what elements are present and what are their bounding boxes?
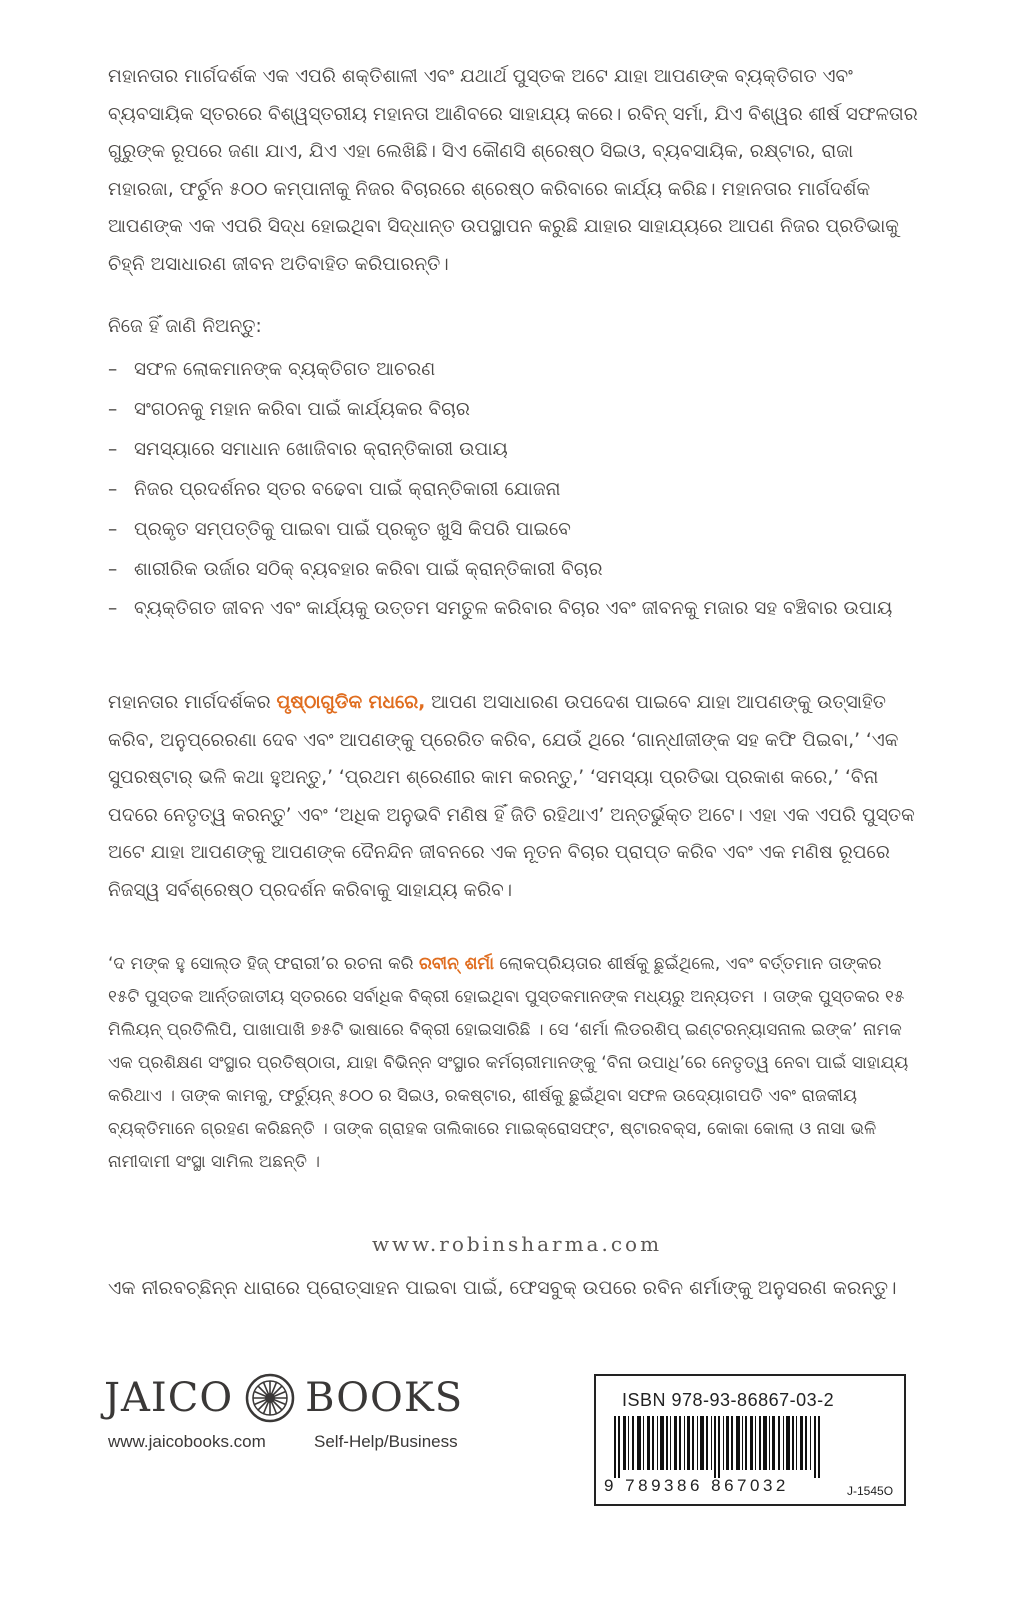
body-text-start: ମହାନତାର ମାର୍ଗଦର୍ଶକର <box>108 692 277 713</box>
body-paragraph <box>108 684 918 909</box>
list-item <box>108 430 918 470</box>
dash-bullet: – <box>108 439 118 460</box>
list-title: ନିଜେ ହିଁ ଜାଣି ନିଅନ୍ତୁ: <box>108 316 262 337</box>
dash-bullet: – <box>108 399 118 420</box>
list-item-text: ନିଜର ପ୍ରଦର୍ଶନର ସ୍ତର ବଢେବା ପାଇଁ କ୍ରାନ୍ତିକାରୀ ଯୋଜନା <box>134 479 561 500</box>
author-website: www.robinsharma.com <box>371 1232 663 1256</box>
list-item <box>108 390 918 430</box>
author-name: ରବୀନ୍ ଶର୍ମା <box>418 954 494 974</box>
list-item <box>108 350 918 390</box>
barcode-box <box>594 1374 906 1506</box>
author-bio <box>108 948 918 1179</box>
list-item <box>108 550 918 590</box>
list-item-text: ସମସ୍ୟାରେ ସମାଧାନ ଖୋଜିବାର କ୍ରାନ୍ତିକାରୀ ଉପାୟ <box>134 439 508 460</box>
publisher-logo <box>104 1372 463 1424</box>
highlighted-phrase: ପୃଷ୍ଠାଗୁଡିକ ମଧରେ, <box>276 692 426 713</box>
list-item-text: ପ୍ରକୃତ ସମ୍ପତ୍ତିକୁ ପାଇବା ପାଇଁ ପ୍ରକୃତ ଖୁସି କିପରି ପାଇବେ <box>134 519 571 540</box>
book-category: Self-Help/Business <box>314 1432 458 1451</box>
product-code: J-1545O <box>847 1484 894 1498</box>
dash-bullet: – <box>108 519 118 540</box>
list-item <box>108 510 918 550</box>
barcode-digits: 9 789386 867032 <box>604 1476 789 1495</box>
body-text-rest: ଆପଣ ଅସାଧାରଣ ଉପଦେଶ ପାଇବେ ଯାହା ଆପଣଙ୍କୁ ଉତ୍ସାହିତ କରିବ, ଅନୁପ୍ରେରଣା ଦେବ ଏବଂ ଆପଣଙ୍କୁ ପ୍ରେରିତ କରିବ, ଯେଉଁ ଥିରେ ‘ଗାନ୍ଧୀଜୀଙ୍କ ସହ କଫି ପିଇବା,’ ‘ଏକ ସୁପରଷ୍ଟାର୍ ଭଳି କଥା ହୁଅନ୍ତୁ,’ ‘ପ୍ରଥମ ଶ୍ରେଣୀର କାମ କରନ୍ତୁ,’ ‘ସମସ୍ୟା ପ୍ରତିଭା ପ୍ରକାଶ କରେ,’ ‘ବିନା ପଦରେ ନେତୃତ୍ୱ କରନ୍ତୁ’ ଏବଂ ‘ଅଧିକ ଅନୁଭବି ମଣିଷ ହିଁ ଜିତି ରହିଥାଏ’ ଅନ୍ତର୍ଭୁକ୍ତ ଅଟେ। ଏହା ଏକ ଏପରି ପୁସ୍ତକ ଅଟେ ଯାହା ଆପଣଙ୍କୁ ଆପଣଙ୍କ ଦୈନନ୍ଦିନ ଜୀବନରେ ଏକ ନୂତନ ବିଚାର ପ୍ରାପ୍ତ କରିବ ଏବଂ ଏକ ମଣିଷ ରୂପରେ ନିଜସ୍ୱ ସର୍ବଶ୍ରେଷ୍ଠ ପ୍ରଦର୍ଶନ କରିବାକୁ ସାହାଯ୍ୟ କରିବ। <box>108 692 915 901</box>
publisher-name-left: JAICO <box>104 1375 234 1421</box>
wheel-icon <box>245 1373 295 1423</box>
intro-paragraph: ମହାନତାର ମାର୍ଗଦର୍ଶକ ଏକ ଏପରି ଶକ୍ତିଶାଳୀ ଏବଂ ଯଥାର୍ଥ ପୁସ୍ତକ ଅଟେ ଯାହା ଆପଣଙ୍କ ବ୍ୟକ୍ତିଗତ ଏବଂ ବ୍ୟବସାୟିକ ସ୍ତରରେ ବିଶ୍ୱସ୍ତରୀୟ ମହାନତା ଆଣିବରେ ସାହାଯ୍ୟ କରେ। ରବିନ୍ ସର୍ମା, ଯିଏ ବିଶ୍ୱର ଶୀର୍ଷ ସଫଳତାର ଗୁରୁଙ୍କ ରୂପରେ ଜଣା ଯାଏ, ଯିଏ ଏହା ଲେଖିଛି। ସିଏ କୌଣସି ଶ୍ରେଷ୍ଠ ସିଇଓ, ବ୍ୟବସାୟିକ, ରକ୍ଷ୍ଟାର, ରାଜା ମହାରଜା, ଫର୍ଚୁନ ୫୦୦ କମ୍ପାନୀକୁ ନିଜର ବିଚାରରେ ଶ୍ରେଷ୍ଠ କରିବାରେ କାର୍ଯ୍ୟ କରିଛ। ମହାନତାର ମାର୍ଗଦର୍ଶକ ଆପଣଙ୍କ ଏକ ଏପରି ସିଦ୍ଧ ହୋଇଥିବା ସିଦ୍ଧାନ୍ତ ଉପସ୍ଥାପନ କରୁଛି ଯାହାର ସାହାଯ୍ୟରେ ଆପଣ ନିଜର ପ୍ରତିଭାକୁ ଚିହ୍ନି ଅସାଧାରଣ ଜୀବନ ଅତିବାହିତ କରିପାରନ୍ତି। <box>108 66 918 275</box>
list-item <box>108 590 918 627</box>
bio-text-rest: ଲୋକପ୍ରିୟତାର ଶୀର୍ଷକୁ ଛୁଇଁଥିଲେ, ଏବଂ ବର୍ତ୍ତମାନ ତାଙ୍କର ୧୫ଟି ପୁସ୍ତକ ଆର୍ନ୍ତଜାତୀୟ ସ୍ତରରେ ସର୍ବାଧିକ ବିକ୍ରୀ ହୋଇଥିବା ପୁସ୍ତକମାନଙ୍କ ମଧ୍ୟରୁ ଅନ୍ୟତମ । ତାଙ୍କ ପୁସ୍ତକର ୧୫ ମିଲିୟନ୍ ପ୍ରତିଲିପି, ପାଖାପାଖି ୭୫ଟି ଭାଷାରେ ବିକ୍ରୀ ହୋଇସାରିଛି । ସେ ‘ଶର୍ମା ଲିଡରଶିପ୍ ଇଣ୍ଟରନ୍ୟାସନାଲ ଇଙ୍କ’ ନାମକ ଏକ ପ୍ରଶିକ୍ଷଣ ସଂସ୍ଥାର ପ୍ରତିଷ୍ଠାତା, ଯାହା ବିଭିନ୍ନ ସଂସ୍ଥାର କର୍ମଚାରୀମାନଙ୍କୁ ‘ବିନା ଉପାଧି’ରେ ନେତୃତ୍ୱ ନେବା ପାଇଁ ସାହାଯ୍ୟ କରିଥାଏ । ତାଙ୍କ କାମକୁ, ଫର୍ଚ୍ୟୁନ୍ ୫୦୦ ର ସିଇଓ, ରକଷ୍ଟାର, ଶୀର୍ଷକୁ ଛୁଇଁଥିବା ସଫଳ ଉଦ୍ୟୋଗପତି ଏବଂ ରାଜକୀୟ ବ୍ୟକ୍ତିମାନେ ଗ୍ରହଣ କରିଛନ୍ତି । ତାଙ୍କ ଗ୍ରାହକ ତାଲିକାରେ ମାଇକ୍ରୋସଫ୍ଟ, ଷ୍ଟାରବକ୍ସ, କୋକା କୋଲା ଓ ନାସା ଭଳି ନାମୀଦାମୀ ସଂସ୍ଥା ସାମିଲ ଅଛନ୍ତି । <box>108 954 909 1172</box>
list-item-text: ଶାରୀରିକ ଉର୍ଜାର ସଠିକ୍ ବ୍ୟବହାର କରିବା ପାଇଁ କ୍ରାନ୍ତିକାରୀ ବିଚାର <box>134 559 603 580</box>
list-item <box>108 470 918 510</box>
benefits-list <box>108 350 918 627</box>
dash-bullet: – <box>108 598 118 619</box>
dash-bullet: – <box>108 359 118 380</box>
dash-bullet: – <box>108 559 118 580</box>
list-item-text: ସଂଗଠନକୁ ମହାନ କରିବା ପାଇଁ କାର୍ଯ୍ୟକର ବିଚାର <box>134 399 470 420</box>
barcode-icon <box>604 1416 844 1478</box>
follow-line: ଏକ ନୀରବଚ୍ଛିନ୍ନ ଧାରାରେ ପ୍ରୋତ୍ସାହନ ପାଇବା ପାଇଁ, ଫେସବୁକ୍ ଉପରେ ରବିନ ଶର୍ମାଙ୍କୁ ଅନୁସରଣ କରନ୍ତୁ। <box>108 1277 897 1299</box>
bio-text-start: ‘ଦ ମଙ୍କ ହୁ ସୋଲ୍ଡ ହିଜ୍ ଫରାରୀ’ର ରଚନା କରି <box>108 954 419 974</box>
list-item-text: ବ୍ୟକ୍ତିଗତ ଜୀବନ ଏବଂ କାର୍ଯ୍ୟକୁ ଉତ୍ତମ ସମତୁଳ କରିବାର ବିଚାର ଏବଂ ଜୀବନକୁ ମଜାର ସହ ବଞ୍ଚିବାର ଉପାୟ <box>134 598 893 619</box>
publisher-url: www.jaicobooks.com <box>108 1432 266 1451</box>
publisher-name-right: BOOKS <box>305 1375 464 1421</box>
isbn-label: ISBN 978-93-86867-03-2 <box>622 1390 835 1410</box>
dash-bullet: – <box>108 479 118 500</box>
list-item-text: ସଫଳ ଲୋକମାନଙ୍କ ବ୍ୟକ୍ତିଗତ ଆଚରଣ <box>134 359 436 380</box>
